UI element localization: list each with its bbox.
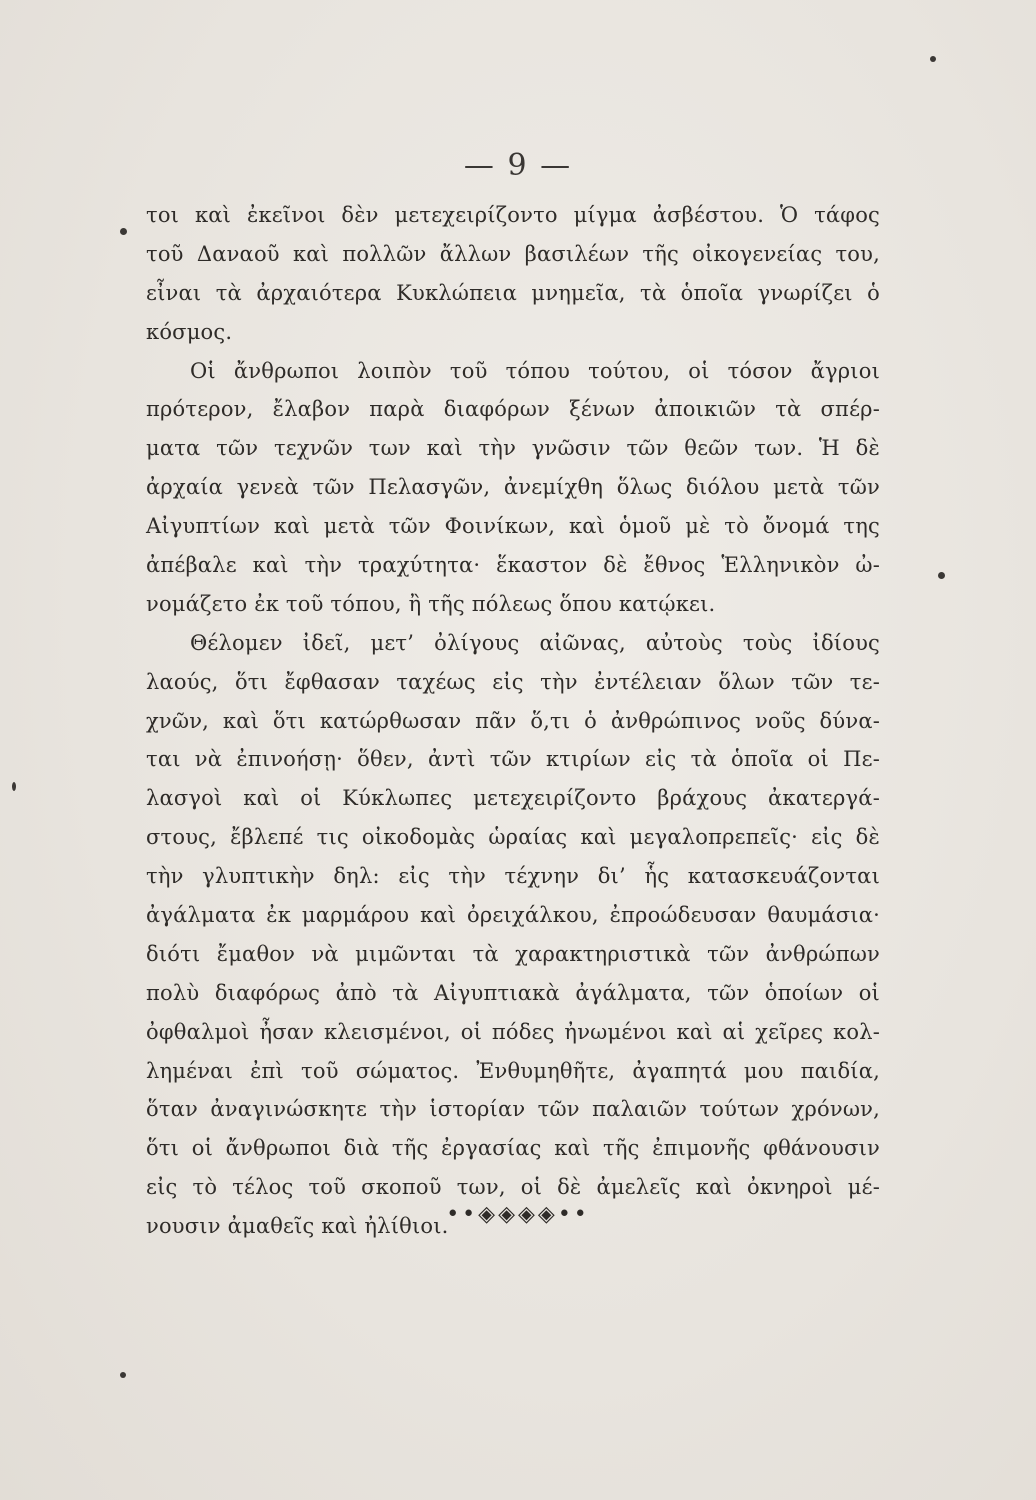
text-line: διότι ἔμαθον νὰ μιμῶνται τὰ χαρακτηριστικὰ τῶν ἀνθρώπων	[146, 941, 880, 966]
text-line: λασγοὶ καὶ οἱ Κύκλωπες μετεχειρίζοντο βράχους ἀκατεργά-	[146, 786, 880, 811]
text-line: τοῦ Δαναοῦ καὶ πολλῶν ἄλλων βασιλέων τῆς οἰκογενείας του,	[146, 241, 880, 266]
text-line: ματα τῶν τεχνῶν των καὶ τὴν γνῶσιν τῶν θεῶν των. Ἡ δὲ	[146, 436, 880, 461]
ornament-divider: ••◈◈◈◈••	[446, 1202, 590, 1227]
text-line: τὴν γλυπτικὴν δηλ: εἰς τὴν τέχνην δι’ ἧς κατασκευάζονται	[146, 864, 880, 889]
paper-speck	[120, 1372, 126, 1378]
text-line: ὅτι οἱ ἄνθρωποι διὰ τῆς ἐργασίας καὶ τῆς ἐπιμονῆς φθάνουσιν	[146, 1136, 880, 1161]
text-line: εἰς τὸ τέλος τοῦ σκοποῦ των, οἱ δὲ ἀμελεῖς καὶ ὀκνηροὶ μέ-	[146, 1175, 880, 1200]
text-line: ἀπέβαλε καὶ τὴν τραχύτητα· ἕκαστον δὲ ἔθνος Ἑλληνικὸν ὠ-	[146, 553, 880, 578]
text-line: ται νὰ ἐπινοήσῃ· ὅθεν, ἀντὶ τῶν κτιρίων εἰς τὰ ὁποῖα οἱ Πε-	[146, 747, 880, 772]
text-line: λαούς, ὅτι ἔφθασαν ταχέως εἰς τὴν ἐντέλειαν ὅλων τῶν τε-	[146, 669, 880, 694]
paper-speck	[12, 782, 16, 791]
text-line: Θέλομεν ἰδεῖ, μετ’ ὀλίγους αἰῶνας, αὐτοὺς τοὺς ἰδίους	[190, 630, 880, 655]
text-line: κόσμος.	[146, 319, 233, 344]
text-line: ὀφθαλμοὶ ἦσαν κλεισμένοι, οἱ πόδες ἠνωμένοι καὶ αἱ χεῖρες κολ-	[146, 1019, 880, 1044]
text-line: ἀγάλματα ἐκ μαρμάρου καὶ ὀρειχάλκου, ἐπροώδευσαν θαυμάσια·	[146, 903, 880, 928]
paper-speck	[120, 228, 127, 235]
text-line: λημέναι ἐπὶ τοῦ σώματος. Ἐνθυμηθῆτε, ἀγαπητά μου παιδία,	[146, 1058, 880, 1083]
text-line: Αἰγυπτίων καὶ μετὰ τῶν Φοινίκων, καὶ ὁμοῦ μὲ τὸ ὄνομά της	[146, 514, 880, 539]
page-number: — 9 —	[463, 148, 573, 183]
text-line: πρότερον, ἔλαβον παρὰ διαφόρων ξένων ἀποικιῶν τὰ σπέρ-	[146, 397, 880, 422]
text-line: Οἱ ἄνθρωποι λοιπὸν τοῦ τόπου τούτου, οἱ τόσον ἄγριοι	[190, 358, 880, 383]
text-line: ὅταν ἀναγινώσκητε τὴν ἱστορίαν τῶν παλαιῶν τούτων χρόνων,	[146, 1097, 880, 1122]
text-line: νουσιν ἀμαθεῖς καὶ ἠλίθιοι.	[146, 1214, 449, 1239]
text-line: εἶναι τὰ ἀρχαιότερα Κυκλώπεια μνημεῖα, τὰ ὁποῖα γνωρίζει ὁ	[146, 280, 880, 305]
text-line: πολὺ διαφόρως ἀπὸ τὰ Αἰγυπτιακὰ ἀγάλματα, τῶν ὁποίων οἱ	[146, 980, 880, 1005]
paper-speck	[930, 56, 936, 62]
text-line: στους, ἔβλεπέ τις οἰκοδομὰς ὡραίας καὶ μεγαλοπρεπεῖς· εἰς δὲ	[146, 825, 880, 850]
text-line: χνῶν, καὶ ὅτι κατώρθωσαν πᾶν ὅ,τι ὁ ἀνθρώπινος νοῦς δύνα-	[146, 708, 880, 733]
text-line: ἀρχαία γενεὰ τῶν Πελασγῶν, ἀνεμίχθη ὅλως διόλου μετὰ τῶν	[146, 475, 880, 500]
paper-speck	[938, 572, 945, 579]
text-line: νομάζετο ἐκ τοῦ τόπου, ἢ τῆς πόλεως ὅπου κατῴκει.	[146, 591, 716, 616]
body-text	[146, 196, 880, 1246]
text-line: τοι καὶ ἐκεῖνοι δὲν μετεχειρίζοντο μίγμα ἀσβέστου. Ὁ τάφος	[146, 203, 880, 227]
